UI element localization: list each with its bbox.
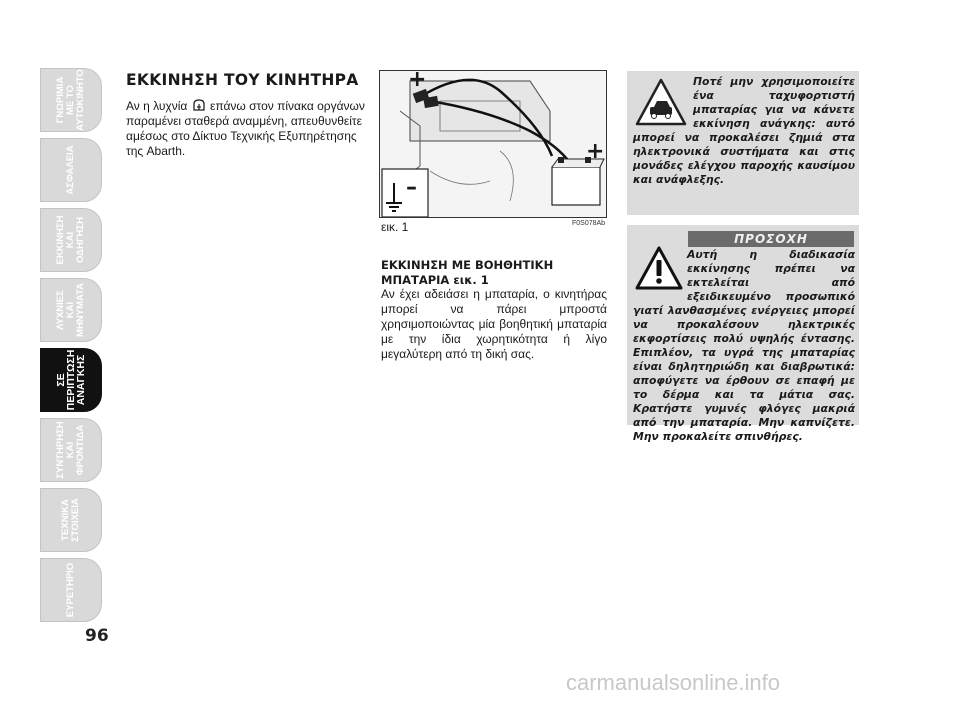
plus-label-top: + bbox=[408, 70, 427, 92]
section-title: ΕΚΚΙΝΗΣΗ ΜΕ ΒΟΗΘΗΤΙΚΗ ΜΠΑΤΑΡΙΑ εικ. 1 bbox=[381, 258, 554, 287]
page-title: ΕΚΚΙΝΗΣΗ ΤΟΥ ΚΙΝΗΤΗΡΑ bbox=[126, 71, 359, 89]
caution-header: ΠΡΟΣΟΧΗ bbox=[688, 231, 854, 247]
intro-text-end: επάνω στον πίνακα οργάνων παραμένει σταθερά αναμμένη, απευθυνθείτε αμέσως στο Δίκτυο Τεχνικής Εξυπηρέτησης της Abarth. bbox=[126, 99, 365, 158]
tab-label: ΣΥΝΤΗΡΗΣΗ ΚΑΙ ΦΡΟΝΤΙΔΑ bbox=[55, 421, 86, 479]
tab-label: ΛΥΧΝΙΕΣ ΚΑΙ ΜΗΝΥΜΑΤΑ bbox=[55, 283, 86, 337]
warning-paragraph bbox=[633, 75, 855, 187]
intro-paragraph bbox=[126, 99, 366, 159]
tab-getting-to-know[interactable] bbox=[40, 68, 102, 132]
minus-label: – bbox=[406, 175, 417, 200]
figure-caption: εικ. 1 bbox=[381, 220, 409, 234]
tab-emergency[interactable] bbox=[40, 348, 102, 412]
warning-box bbox=[627, 71, 859, 215]
plus-label-right: + bbox=[586, 139, 605, 164]
section-text: Αν έχει αδειάσει η μπαταρία, ο κινητήρας μπορεί να πάρει μπροστά χρησιμοποιώντας μία βοηθητική μπαταρία με την ίδια χωρητικότητα ή λίγο μεγαλύτερη από τη δική σας. bbox=[381, 287, 607, 361]
warning-text: Ποτέ μην χρησιμοποιείτε ένα ταχυφορτιστή μπαταρίας για να κάνετε εκκίνηση ανάγκης: αυτό μπορεί να προκαλέσει ζημιά στα ηλεκτρονικά συστήματα και στις μονάδες ελέγχου παροχής καυσίμου και ανάφλεξης. bbox=[633, 75, 855, 186]
watermark: carmanualsonline.info bbox=[566, 670, 781, 695]
caution-paragraph bbox=[633, 248, 855, 444]
intro-text-start: Αν η λυχνία bbox=[126, 99, 188, 113]
tab-label: ΕΚΚΙΝΗΣΗ ΚΑΙ ΟΔΗΓΗΣΗ bbox=[55, 215, 86, 265]
caution-text: Αυτή η διαδικασία εκκίνησης πρέπει να εκτελείται από εξειδικευμένο προσωπικό γιατί λανθασμένες ενέργειες μπορεί να προκαλέσουν ηλεκτρικές εκφορτίσεις πολύ υψηλής έντασης. Επιπλέον, τα υγρά της μπαταρίας είναι δηλητηριώδη και διαβρωτικά: αποφύγετε να έρθουν σε επαφή με το δέρμα και τα μάτια σας. Κρατήστε γυμνές φλόγες μακριά από την μπαταρία. Μην καπνίζετε. Μην προκαλείτε σπινθήρες. bbox=[633, 248, 855, 443]
exclamation-triangle-icon bbox=[635, 246, 683, 290]
tab-starting-driving[interactable] bbox=[40, 208, 102, 272]
tab-label: ΑΣΦΑΛΕΙΑ bbox=[65, 145, 76, 195]
tab-lights-messages[interactable] bbox=[40, 278, 102, 342]
engine-immobilizer-lamp-icon bbox=[191, 99, 207, 113]
caution-box bbox=[627, 225, 859, 443]
tab-index[interactable] bbox=[40, 558, 102, 622]
tab-label: ΣΕ ΠΕΡΙΠΤΩΣΗ ΑΝΑΓΚΗΣ bbox=[55, 349, 87, 411]
page-number: 96 bbox=[85, 626, 109, 646]
tab-label: ΕΥΡΕΤΗΡΙΟ bbox=[65, 562, 76, 618]
tab-label: ΤΕΧΝΙΚΑ ΣΤΟΙΧΕΙΑ bbox=[60, 498, 81, 542]
tab-maintenance[interactable] bbox=[40, 418, 102, 482]
tab-label: ΓΝΩΡΙΜΙΑ ΜΕ ΤΟ ΑΥΤΟΚΙΝΗΤΟ bbox=[55, 69, 86, 131]
figure-code: F0S078Ab bbox=[572, 220, 606, 227]
car-damage-warning-icon bbox=[635, 77, 687, 129]
tab-safety[interactable] bbox=[40, 138, 102, 202]
jump-start-figure bbox=[379, 70, 607, 218]
tab-technical-data[interactable] bbox=[40, 488, 102, 552]
